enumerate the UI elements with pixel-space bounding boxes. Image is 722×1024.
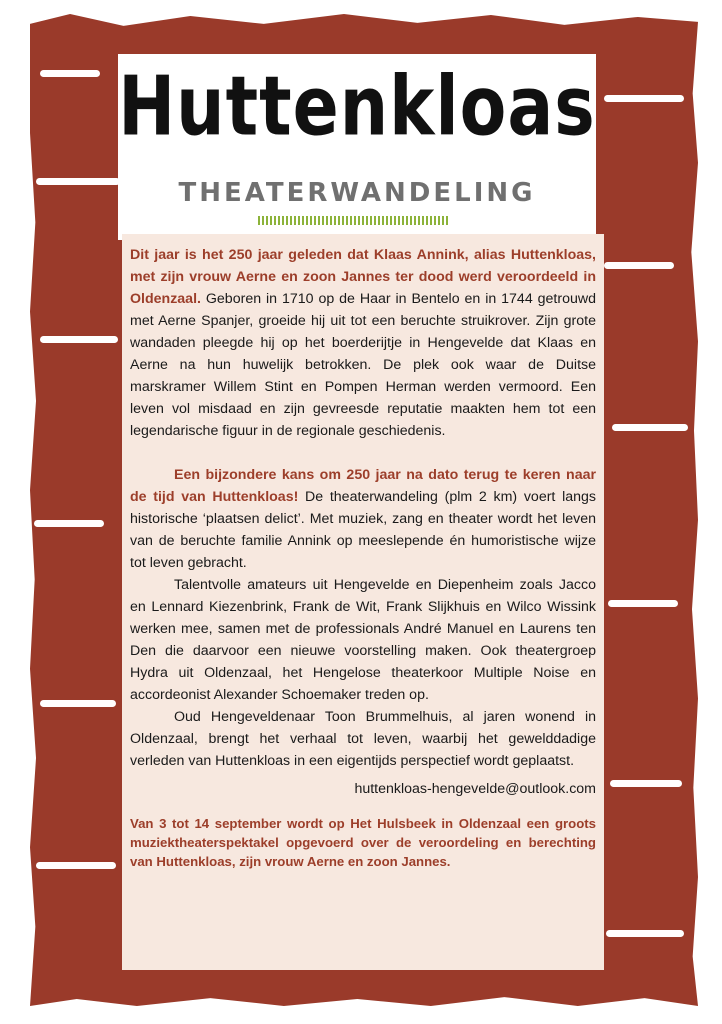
torn-streak bbox=[610, 780, 682, 787]
torn-streak bbox=[36, 178, 120, 185]
body-text-panel bbox=[122, 234, 604, 970]
intro-text: Geboren in 1710 op de Haar in Bentelo en in 1744 getrouwd met Aerne Spanjer, groeide hij uit tot een beruchte struikrover. Zijn grote wandaden pleegde hij op het boerderijtje in Hengevelde dat Klaas en Aerne na hun huwelijk betrokken. De plek ook waar de Duitse marskramer Willem Stint en Pompen Herman werden vermoord. Een leven vol misdaad en zijn gevreesde reputatie maakten hem tot een legendarische figuur in de regionale geschiedenis. bbox=[130, 291, 596, 439]
intro-paragraph bbox=[130, 244, 596, 442]
torn-streak bbox=[40, 70, 100, 77]
decorative-green-rule bbox=[258, 216, 448, 225]
kans-highlight: Een bijzondere kans om 250 jaar na dato terug te keren naar de tijd van Huttenkloas! bbox=[130, 467, 596, 505]
torn-streak bbox=[608, 600, 678, 607]
poster-subtitle: THEATERWANDELING bbox=[178, 178, 536, 208]
torn-streak bbox=[604, 95, 684, 102]
torn-streak bbox=[612, 424, 688, 431]
poster-title: Huttenkloas bbox=[118, 60, 596, 155]
kans-paragraph bbox=[130, 464, 596, 574]
torn-streak bbox=[34, 520, 104, 527]
kans-text: De theaterwandeling (plm 2 km) voert langs historische ‘plaatsen delict’. Met muziek, zang en theater wordt het leven van de beruchte familie Annink op meeslepende én humoristische wijze tot leven gebracht. bbox=[130, 489, 596, 571]
torn-streak bbox=[604, 262, 674, 269]
contact-email[interactable]: huttenkloas-hengevelde@outlook.com bbox=[354, 781, 596, 797]
torn-streak bbox=[606, 930, 684, 937]
torn-streak bbox=[40, 700, 116, 707]
title-panel bbox=[118, 54, 596, 240]
torn-streak bbox=[40, 336, 118, 343]
torn-streak bbox=[36, 862, 116, 869]
toon-paragraph: Oud Hengeveldenaar Toon Brummelhuis, al jaren wonend in Oldenzaal, brengt het verhaal tot leven, waarbij het gewelddadige verleden van Huttenkloas in een eigentijds perspectief wordt geplaatst. bbox=[130, 709, 596, 769]
closing-announcement: Van 3 tot 14 september wordt op Het Hulsbeek in Oldenzaal een groots muziektheaterspektakel opgevoerd over de veroordeling en berechting van Huttenkloas, zijn vrouw Aerne en zoon Jannes. bbox=[130, 816, 596, 869]
talent-paragraph: Talentvolle amateurs uit Hengevelde en Diepenheim zoals Jacco en Lennard Kiezenbrink, Frank de Wit, Frank Slijkhuis en Wilco Wissink werken mee, samen met de professionals André Manuel en Laurens ten Den die daarvoor een nieuwe voorstelling maken. Ook theatergroep Hydra uit Oldenzaal, het Hengelose theaterkoor Multiple Noise en accordeonist Alexander Schoemaker treden op. bbox=[130, 577, 596, 703]
intro-highlight: Dit jaar is het 250 jaar geleden dat Klaas Annink, alias Huttenkloas, met zijn vrouw Aerne en zoon Jannes ter dood werd veroordeeld in Oldenzaal. bbox=[130, 247, 596, 307]
